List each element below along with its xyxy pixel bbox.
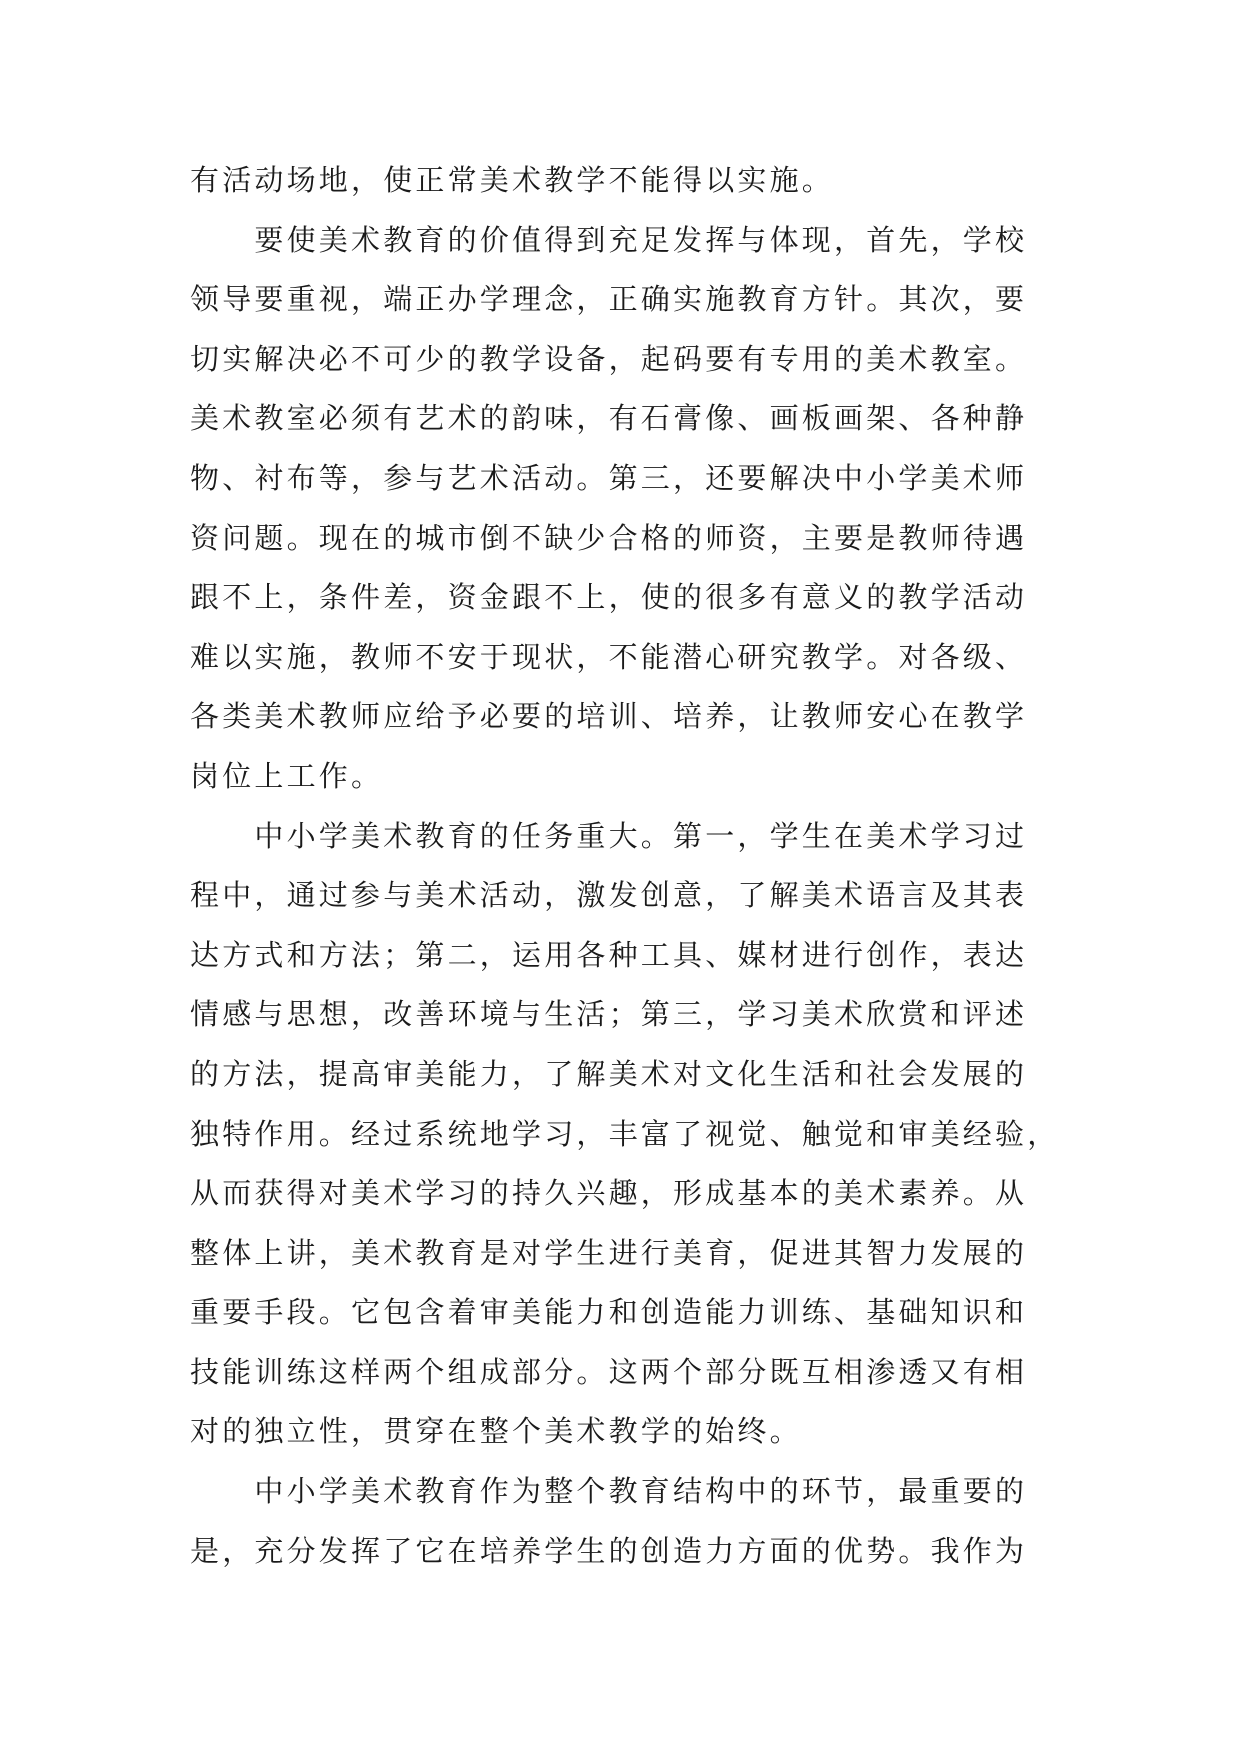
text-line: 中小学美术教育作为整个教育结构中的环节，最重要的 bbox=[190, 1474, 1028, 1509]
text-line: 有活动场地，使正常美术教学不能得以实施。 bbox=[190, 163, 835, 197]
text-line: 对的独立性，贯穿在整个美术教学的始终。 bbox=[190, 1414, 802, 1449]
text-line: 情感与思想，改善环境与生活；第三，学习美术欣赏和评述 bbox=[190, 997, 1028, 1032]
text-line: 资问题。现在的城市倒不缺少合格的师资，主要是教师待遇 bbox=[190, 520, 1028, 555]
text-line: 跟不上，条件差，资金跟不上，使的很多有意义的教学活动 bbox=[190, 580, 1028, 615]
text-line: 达方式和方法；第二，运用各种工具、媒材进行创作，表达 bbox=[190, 937, 1028, 972]
text-line: 岗位上工作。 bbox=[190, 758, 384, 793]
text-line: 重要手段。它包含着审美能力和创造能力训练、基础知识和 bbox=[190, 1295, 1028, 1330]
text-line: 程中，通过参与美术活动，激发创意，了解美术语言及其表 bbox=[190, 878, 1028, 913]
text-line: 从而获得对美术学习的持久兴趣，形成基本的美术素养。从 bbox=[190, 1176, 1028, 1211]
text-line: 的方法，提高审美能力，了解美术对文化生活和社会发展的 bbox=[190, 1056, 1028, 1091]
text-line: 美术教室必须有艺术的韵味，有石膏像、画板画架、各种静 bbox=[190, 401, 1028, 436]
text-line: 要使美术教育的价值得到充足发挥与体现，首先，学校 bbox=[190, 222, 1028, 257]
text-line: 是，充分发挥了它在培养学生的创造力方面的优势。我作为 bbox=[190, 1533, 1028, 1568]
text-line: 难以实施，教师不安于现状，不能潜心研究教学。对各级、 bbox=[190, 639, 1028, 674]
text-line: 中小学美术教育的任务重大。第一，学生在美术学习过 bbox=[190, 818, 1028, 853]
text-line: 切实解决必不可少的教学设备，起码要有专用的美术教室。 bbox=[190, 341, 1028, 376]
text-line: 整体上讲，美术教育是对学生进行美育，促进其智力发展的 bbox=[190, 1235, 1028, 1270]
text-line: 物、衬布等，参与艺术活动。第三，还要解决中小学美术师 bbox=[190, 460, 1028, 495]
document-body bbox=[190, 151, 1070, 1581]
text-line: 技能训练这样两个组成部分。这两个部分既互相渗透又有相 bbox=[190, 1354, 1028, 1389]
text-line: 领导要重视，端正办学理念，正确实施教育方针。其次，要 bbox=[190, 282, 1028, 317]
text-line: 独特作用。经过系统地学习，丰富了视觉、触觉和审美经验， bbox=[190, 1116, 1060, 1151]
text-line: 各类美术教师应给予必要的培训、培养，让教师安心在教学 bbox=[190, 699, 1028, 734]
